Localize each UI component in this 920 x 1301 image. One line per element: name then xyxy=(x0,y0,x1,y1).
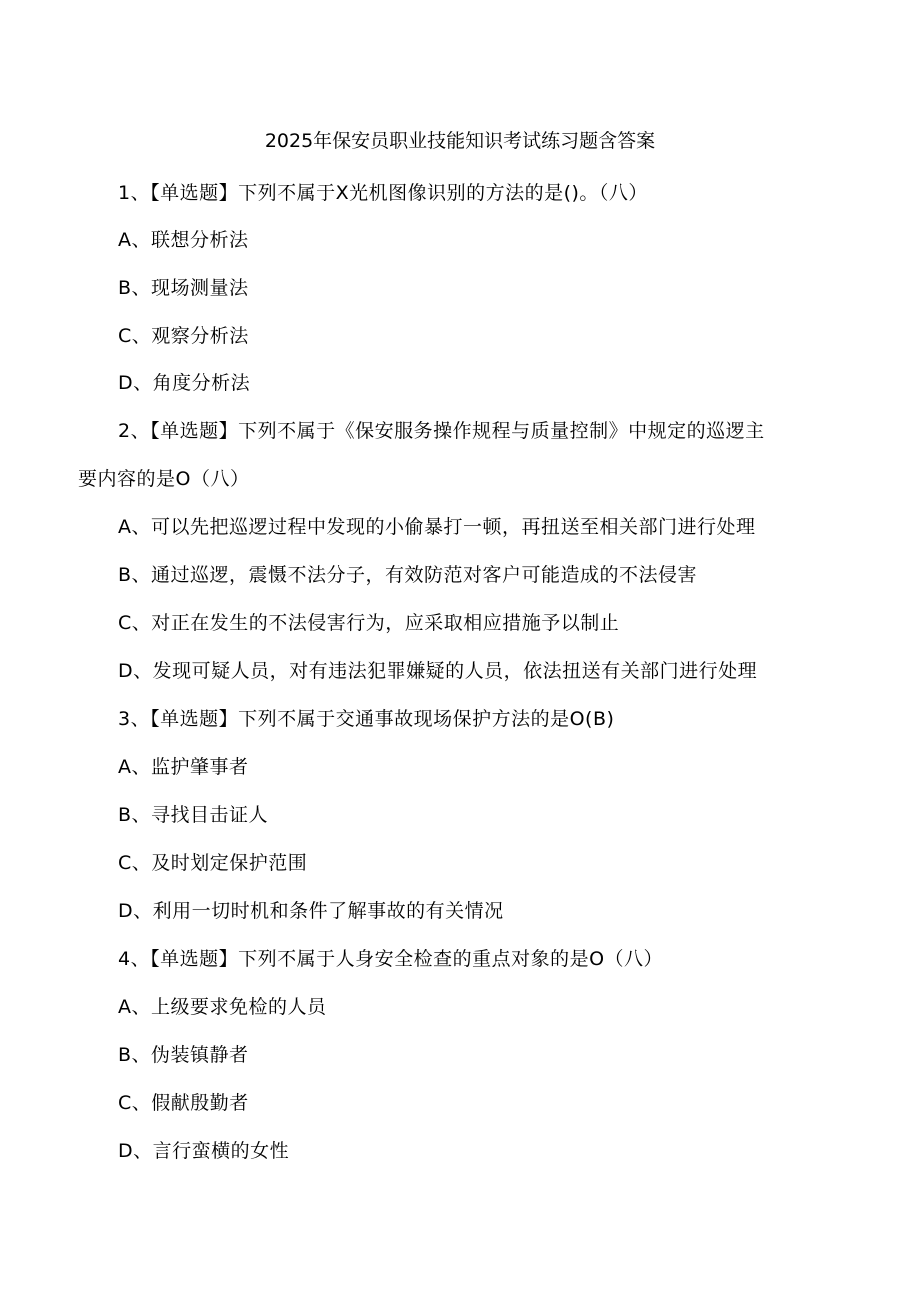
question-3-option-d: D、利用一切时机和条件了解事故的有关情况 xyxy=(118,900,504,922)
question-3-option-b: B、寻找目击证人 xyxy=(118,804,269,826)
question-4-option-b: B、伪装镇静者 xyxy=(118,1044,249,1066)
question-1-option-b: B、现场测量法 xyxy=(118,277,249,299)
question-4-option-c: C、假献殷勤者 xyxy=(118,1092,249,1114)
question-2-option-b: B、通过巡逻，震慑不法分子，有效防范对客户可能造成的不法侵害 xyxy=(118,564,698,586)
question-4-option-d: D、言行蛮横的女性 xyxy=(118,1140,290,1162)
question-2-option-c: C、对正在发生的不法侵害行为，应采取相应措施予以制止 xyxy=(118,612,620,634)
question-4-option-a: A、上级要求免检的人员 xyxy=(118,996,327,1018)
question-2-option-a: A、可以先把巡逻过程中发现的小偷暴打一顿，再扭送至相关部门进行处理 xyxy=(118,516,756,538)
question-1-option-a: A、联想分析法 xyxy=(118,229,249,251)
question-3-option-a: A、监护肇事者 xyxy=(118,756,249,778)
question-2-stem: 2、【单选题】下列不属于《保安服务操作规程与质量控制》中规定的巡逻主 xyxy=(118,420,765,442)
question-2-stem-continuation: 要内容的是O（八） xyxy=(78,468,250,490)
question-2-option-d: D、发现可疑人员，对有违法犯罪嫌疑的人员，依法扭送有关部门进行处理 xyxy=(118,660,758,682)
question-1-stem: 1、【单选题】下列不属于X光机图像识别的方法的是()。（八） xyxy=(118,182,648,204)
question-1-option-c: C、观察分析法 xyxy=(118,325,249,347)
question-3-option-c: C、及时划定保护范围 xyxy=(118,852,308,874)
document-title: 2025年保安员职业技能知识考试练习题含答案 xyxy=(264,130,656,152)
question-1-option-d: D、角度分析法 xyxy=(118,372,251,394)
question-3-stem: 3、【单选题】下列不属于交通事故现场保护方法的是O(B) xyxy=(118,708,615,730)
question-4-stem: 4、【单选题】下列不属于人身安全检查的重点对象的是O（八） xyxy=(118,948,664,970)
